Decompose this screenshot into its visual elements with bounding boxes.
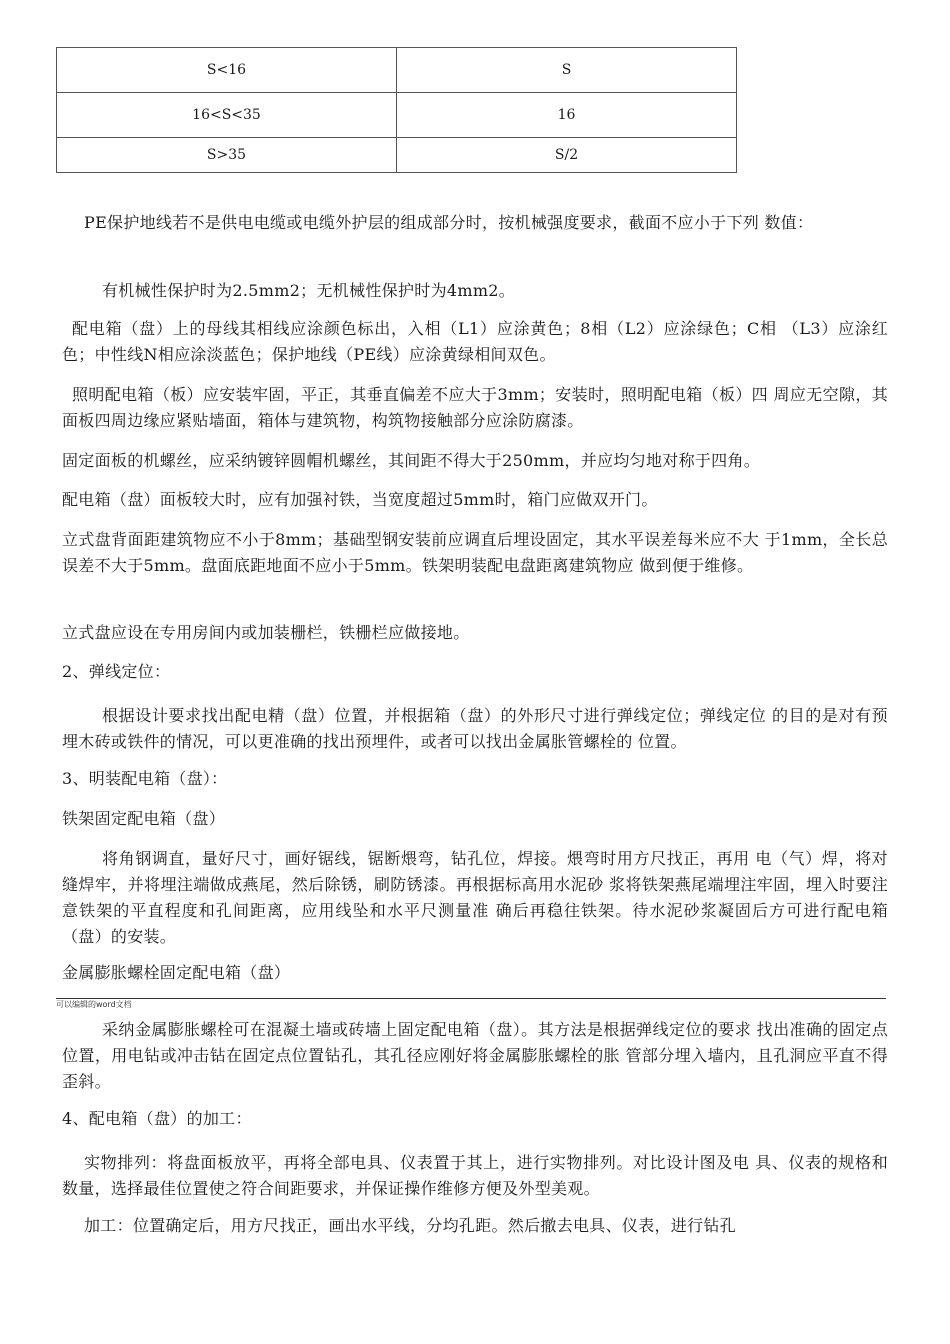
heading-box-processing: 4、配电箱（盘）的加工： [62, 1109, 252, 1128]
table-row [57, 138, 737, 173]
paragraph-busbar-colors: 配电箱（盘）上的母线其相线应涂颜色标出，入相（L1）应涂黄色；8相（L2）应涂绿色；C相 （L3）应涂红色；中性线N相应涂淡蓝色；保护地线（PE线）应涂黄绿相间双色。 [62, 319, 888, 364]
table-cell: 16 [397, 93, 737, 138]
table-cell: S>35 [57, 138, 397, 173]
paragraph-expansion-bolt: 采纳金属膨胀螺栓可在混凝土墙或砖墙上固定配电箱（盘）。其方法是根据弹线定位的要求 找出准确的固定点位置，用电钻或冲击钻在固定点位置钻孔，其孔径应刚好将金属膨胀螺栓的胀 管部分埋入墙内，且孔洞应平直不得歪斜。 [62, 1020, 888, 1091]
paragraph-iron-frame: 将角钢调直，量好尺寸，画好锯线，锯断煨弯，钻孔位，焊接。煨弯时用方尺找正，再用 电（气）焊，将对缝焊牢，并将埋注端做成燕尾，然后除锈，刷防锈漆。再根据标高用水泥砂 浆将铁架燕尾端埋注牢固，埋入时要注意铁架的平直程度和孔间距离，应用线坠和水平尺测量准 确后再稳往铁架。待水泥砂浆凝固后方可进行配电箱（盘）的安装。 [62, 849, 888, 946]
paragraph-layout: 实物排列：将盘面板放平，再将全部电具、仪表置于其上，进行实物排列。对比设计图及电 具、仪表的规格和数量，选择最佳位置使之符合间距要求，并保证操作维修方便及外型美观。 [62, 1153, 888, 1198]
paragraph-panel-screws: 固定面板的机螺丝，应采纳镀锌圆帽机螺丝，其间距不得大于250mm，并应均匀地对称于四角。 [62, 451, 761, 470]
table-cell: S<16 [57, 48, 397, 93]
heading-iron-frame: 铁架固定配电箱（盘） [62, 809, 226, 828]
heading-line-positioning: 2、弹线定位： [62, 662, 171, 681]
paragraph-panel-reinforcement: 配电箱（盘）面板较大时，应有加强衬铁，当宽度超过5mm时，箱门应做双开门。 [62, 490, 658, 509]
heading-surface-box: 3、明装配电箱（盘）： [62, 769, 228, 788]
paragraph-standing-panel-room: 立式盘应设在专用房间内或加装栅栏，铁栅栏应做接地。 [62, 623, 470, 642]
paragraph-mechanical-protection: 有机械性保护时为2.5mm2；无机械性保护时为4mm2。 [102, 281, 516, 300]
paragraph-line-positioning: 根据设计要求找出配电精（盘）位置，并根据箱（盘）的外形尺寸进行弹线定位；弹线定位 的目的是对有预埋木砖或铁件的情况，可以更准确的找出预埋件，或者可以找出金属胀管螺栓的 位置。 [62, 706, 888, 751]
cross-section-table [56, 47, 737, 173]
heading-expansion-bolt: 金属膨胀螺栓固定配电箱（盘） [62, 963, 291, 982]
table-cell: S [397, 48, 737, 93]
paragraph-pe-wire: PE保护地线若不是供电电缆或电缆外护层的组成部分时，按机械强度要求，截面不应小于下列 数值： [84, 213, 814, 232]
paragraph-standing-panel: 立式盘背面距建筑物应不小于8mm；基础型钢安装前应调直后埋设固定，其水平误差每米应不大 于1mm，全长总误差不大于5mm。盘面底距地面不应小于5mm。铁架明装配电盘距离建筑物应 做到便于维修。 [62, 530, 888, 575]
footer-note: 可以编辑的word文档 [56, 1000, 132, 1009]
page-divider [56, 998, 886, 999]
table-cell: S/2 [397, 138, 737, 173]
paragraph-lighting-box: 照明配电箱（板）应安装牢固，平正，其垂直偏差不应大于3mm；安装时，照明配电箱（板）四 周应无空隙，其面板四周边缘应紧贴墙面，箱体与建筑物，构筑物接触部分应涂防腐漆。 [62, 385, 888, 430]
table-cell: 16<S<35 [57, 93, 397, 138]
table-row [57, 48, 737, 93]
paragraph-processing: 加工：位置确定后，用方尺找正，画出水平线，分均孔距。然后撤去电具、仪表，进行钻孔 [84, 1216, 737, 1235]
table-row [57, 93, 737, 138]
